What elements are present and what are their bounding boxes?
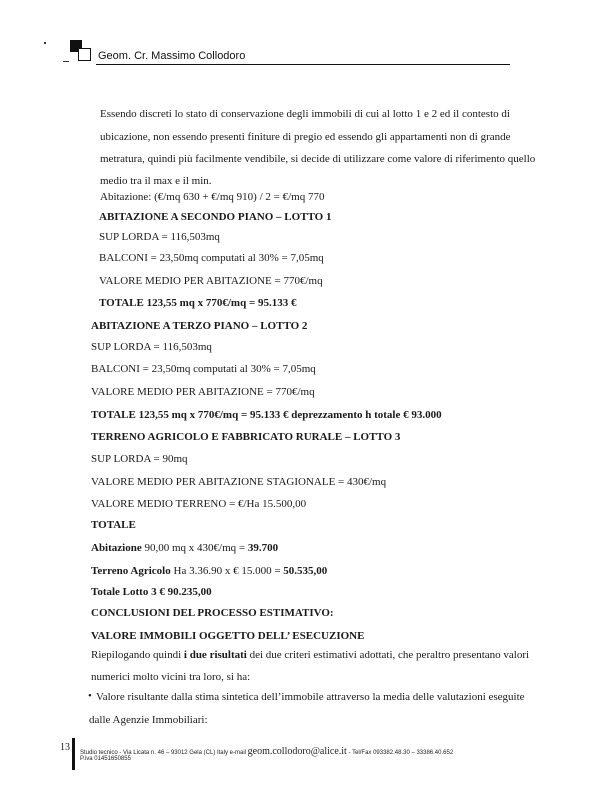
footer-piva: P.iva 01451650855 — [80, 756, 131, 762]
lotto3-valore-terreno: VALORE MEDIO TERRENO = €/Ha 15.500,00 — [91, 498, 307, 510]
paragraph-line: medio tra il max e il min. — [100, 175, 212, 187]
riepilogo-text: Riepilogando quindi — [91, 649, 184, 661]
lotto2-sup: SUP LORDA = 116,503mq — [91, 341, 212, 353]
lotto1-title: ABITAZIONE A SECONDO PIANO – LOTTO 1 — [99, 211, 332, 223]
lotto3-sup: SUP LORDA = 90mq — [91, 453, 188, 465]
lotto1-totale: TOTALE 123,55 mq x 770€/mq = 95.133 € — [99, 297, 297, 309]
paragraph-line: ubicazione, non essendo presenti finiture di pregio ed essendo gli appartamenti non di grande — [100, 131, 511, 143]
lotto2-valore: VALORE MEDIO PER ABITAZIONE = 770€/mq — [91, 386, 315, 398]
valore-immobili-heading: VALORE IMMOBILI OGGETTO DELL’ ESECUZIONE — [91, 630, 365, 642]
terreno-line — [91, 564, 327, 578]
riepilogo-line — [91, 648, 530, 662]
paragraph-line: metratura, quindi più facilmente vendibile, si decide di utilizzare come valore di riferimento quello — [100, 153, 536, 165]
footer-bar — [72, 738, 75, 770]
lotto2-title: ABITAZIONE A TERZO PIANO – LOTTO 2 — [91, 320, 308, 332]
abitazione-result: 39.700 — [247, 542, 279, 554]
paragraph-line: Essendo discreti lo stato di conservazione degli immobili di cui al lotto 1 e 2 ed il contesto di — [100, 108, 510, 120]
studio-logo-icon — [70, 40, 92, 62]
terreno-result: 50.535,00 — [283, 565, 328, 577]
formula: Abitazione: (€/mq 630 + €/mq 910) / 2 = €/mq 770 — [100, 191, 325, 203]
footer-phone: - Tel/Fax 093382.48.30 – 33386.40.652 — [346, 750, 454, 756]
terreno-calc: Ha 3.36.90 x € 15.000 = — [170, 565, 284, 577]
lotto3-valore-abitazione: VALORE MEDIO PER ABITAZIONE STAGIONALE = 430€/mq — [91, 476, 387, 488]
header-rule — [96, 64, 510, 65]
scan-mark — [63, 61, 69, 62]
riepilogo-line: numerici molto vicini tra loro, si ha: — [91, 671, 251, 683]
page-number: 13 — [60, 742, 70, 753]
totale-heading: TOTALE — [91, 519, 136, 531]
conclusioni-heading: CONCLUSIONI DEL PROCESSO ESTIMATIVO: — [91, 607, 334, 619]
header-name: Geom. Cr. Massimo Collodoro — [98, 50, 246, 62]
lotto2-totale: TOTALE 123,55 mq x 770€/mq = 95.133 € deprezzamento h totale € 93.000 — [91, 409, 442, 421]
scan-mark — [44, 42, 46, 44]
terreno-label: Terreno Agricolo — [91, 565, 171, 577]
lotto1-balconi: BALCONI = 23,50mq computati al 30% = 7,05mq — [99, 252, 324, 264]
abitazione-calc: 90,00 mq x 430€/mq = — [141, 542, 248, 554]
bullet-icon: • — [88, 690, 92, 702]
lotto1-valore: VALORE MEDIO PER ABITAZIONE = 770€/mq — [99, 275, 323, 287]
abitazione-label: Abitazione — [91, 542, 142, 554]
footer-address — [80, 746, 453, 757]
bullet-text: dalle Agenzie Immobiliari: — [89, 714, 208, 726]
totale-lotto3: Totale Lotto 3 € 90.235,00 — [91, 586, 212, 598]
lotto3-title: TERRENO AGRICOLO E FABBRICATO RURALE – LOTTO 3 — [91, 431, 401, 443]
lotto1-sup: SUP LORDA = 116,503mq — [99, 231, 220, 243]
riepilogo-text: dei due criteri estimativi adottati, che peraltro presentano valori — [246, 649, 530, 661]
bullet-text: Valore risultante dalla stima sintetica dell’immobile attraverso la media delle valutazioni eseguite — [96, 691, 525, 703]
abitazione-line — [91, 541, 278, 555]
footer-address-text: Studio tecnico - Via Licata n. 46 – 93012 Gela (CL) Italy e-mail — [80, 750, 248, 756]
lotto2-balconi: BALCONI = 23,50mq computati al 30% = 7,05mq — [91, 363, 316, 375]
footer-email: geom.collodoro@alice.it — [247, 746, 347, 757]
riepilogo-bold: i due risultati — [183, 649, 247, 661]
